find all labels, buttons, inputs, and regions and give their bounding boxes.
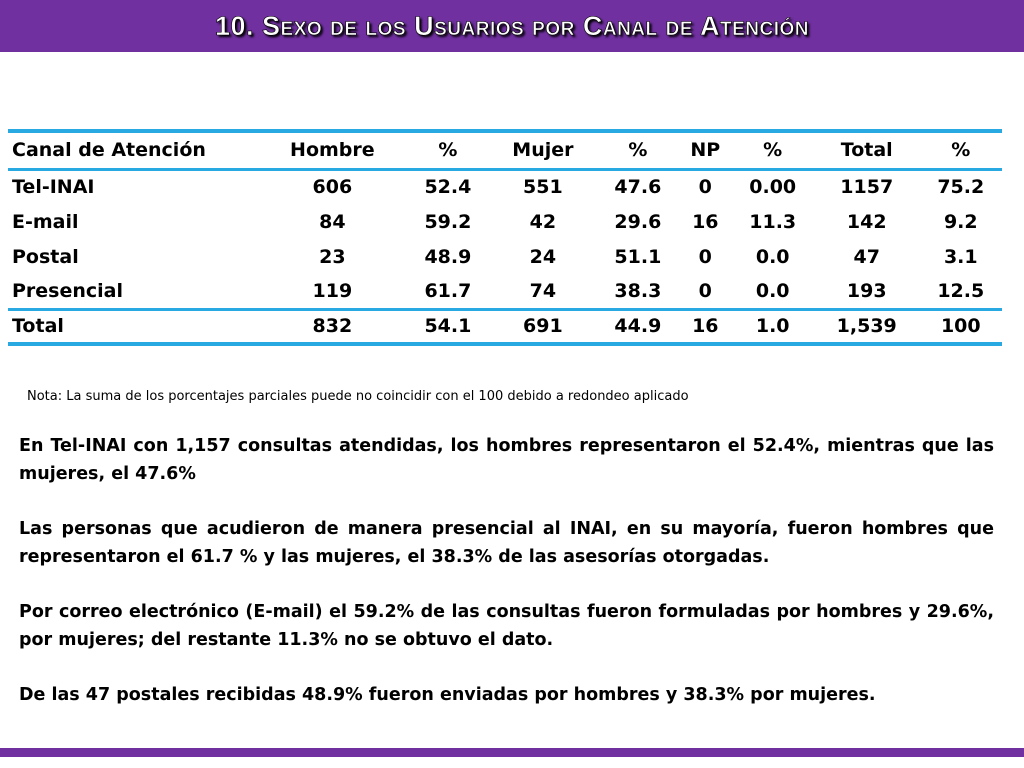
table-cell: 61.7 (424, 279, 472, 302)
table-cell: 100 (920, 309, 1002, 344)
table-cell: 0 (698, 279, 712, 302)
table-note: Nota: La suma de los porcentajes parciales puede no coincidir con el 100 debido a redondeo aplicado (27, 389, 689, 404)
table-cell: 24 (529, 245, 557, 268)
table-header-row (8, 131, 1002, 169)
table-row (8, 274, 1002, 309)
summary-paragraphs (19, 432, 994, 736)
table-cell: 832 (258, 309, 407, 344)
table-cell: 0.0 (755, 279, 790, 302)
table-row (8, 169, 1002, 204)
table-cell: 0.0 (755, 245, 790, 268)
column-header-canal: Canal de Atención (8, 131, 258, 169)
paragraph-tel-inai: En Tel-INAI con 1,157 consultas atendidas, los hombres representaron el 52.4%, mientras que las mujeres, el 47.6% (19, 436, 994, 484)
table-row (8, 239, 1002, 274)
table-cell: 44.9 (597, 309, 679, 344)
title-bar (0, 0, 1024, 52)
table-cell: 1157 (840, 176, 894, 199)
table-row (8, 204, 1002, 239)
table-cell: 47 (853, 245, 880, 268)
table-cell: 0.00 (749, 176, 797, 199)
column-header-np-pct: % (732, 131, 814, 169)
data-table (8, 129, 1002, 346)
table-cell: 29.6 (614, 210, 662, 233)
table-cell: 38.3 (614, 279, 662, 302)
paragraph-email: Por correo electrónico (E-mail) el 59.2% de las consultas fueron formuladas por hombres y 29.6%, por mujeres; del restante 11.3% no se obtuvo el dato. (19, 602, 994, 650)
paragraph-presencial: Las personas que acudieron de manera presencial al INAI, en su mayoría, fueron hombres que representaron el 61.7 % y las mujeres, el 38.3% de las asesorías otorgadas. (19, 519, 994, 567)
paragraph-postal: De las 47 postales recibidas 48.9% fueron enviadas por hombres y 38.3% por mujeres. (19, 685, 876, 705)
table-cell: 51.1 (614, 245, 662, 268)
column-header-hombre-pct: % (407, 131, 489, 169)
table-cell: 11.3 (749, 210, 797, 233)
column-header-mujer: Mujer (489, 131, 597, 169)
column-header-mujer-pct: % (597, 131, 679, 169)
table-cell: 1.0 (732, 309, 814, 344)
table-cell: E-mail (12, 210, 79, 233)
table-cell: 0 (698, 176, 712, 199)
column-header-total: Total (814, 131, 920, 169)
table-cell: 47.6 (614, 176, 662, 199)
table-cell: 52.4 (424, 176, 472, 199)
page-title: 10. Sexo de los Usuarios por Canal de Atención (214, 10, 810, 41)
table-cell: 193 (846, 279, 887, 302)
table-cell: 1,539 (814, 309, 920, 344)
table-cell: 142 (846, 210, 887, 233)
table-cell: 3.1 (943, 245, 978, 268)
data-table-container (8, 129, 1002, 346)
table-cell: 84 (319, 210, 346, 233)
table-cell: Tel-INAI (12, 176, 95, 199)
table-cell: 0 (698, 245, 712, 268)
table-cell: 606 (312, 176, 353, 199)
table-cell: Total (8, 309, 258, 344)
table-cell: 48.9 (424, 245, 472, 268)
table-cell: 75.2 (937, 176, 985, 199)
table-cell: 42 (529, 210, 557, 233)
column-header-hombre: Hombre (258, 131, 407, 169)
table-cell: 691 (489, 309, 597, 344)
table-cell: 54.1 (407, 309, 489, 344)
table-total-row (8, 309, 1002, 344)
table-cell: 74 (529, 279, 557, 302)
column-header-total-pct: % (920, 131, 1002, 169)
table-cell: Presencial (12, 279, 124, 302)
table-cell: 9.2 (943, 210, 978, 233)
table-cell: 12.5 (937, 279, 985, 302)
column-header-np: NP (679, 131, 731, 169)
table-cell: 23 (319, 245, 346, 268)
table-cell: 551 (523, 176, 563, 199)
footer-bar (0, 748, 1024, 757)
table-cell: 59.2 (424, 210, 472, 233)
table-cell: 16 (679, 309, 731, 344)
table-cell: Postal (12, 245, 79, 268)
table-cell: 119 (312, 279, 353, 302)
table-cell: 16 (692, 210, 719, 233)
